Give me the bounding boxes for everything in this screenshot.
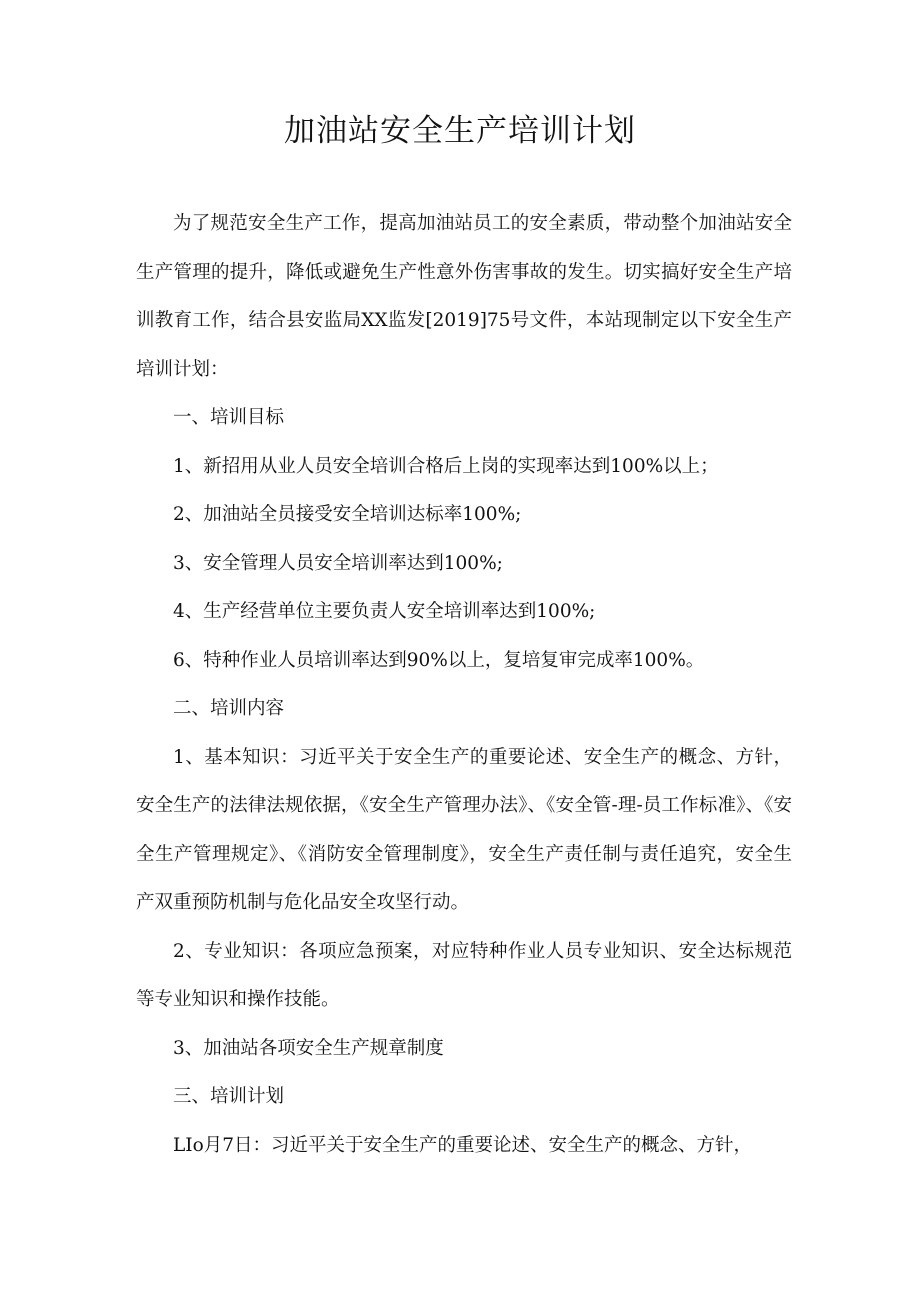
content-item-basic-knowledge: 1、基本知识：习近平关于安全生产的重要论述、安全生产的概念、方针，安全生产的法律法规依据，《安全生产管理办法》、《安全管-理-员工作标准》、《安全生产管理规定》、《消防安全管理制度》，安全生产责任制与责任追究，安全生产双重预防机制与危化品安全攻坚行动。 [136,746,792,913]
document-body [136,200,792,1170]
goal-item-4: 4、生产经营单位主要负责人安全培训率达到100%; [173,601,596,622]
goal-item-3: 3、安全管理人员安全培训率达到100%; [173,552,503,574]
goal-item-1: 1、新招用从业人员安全培训合格后上岗的实现率达到100%以上； [173,455,719,477]
intro-paragraph: 为了规范安全生产工作，提高加油站员工的安全素质，带动整个加油站安全生产管理的提升，降低或避免生产性意外伤害事故的发生。切实搞好安全生产培训教育工作，结合县安监局XX监发[2019]75号文件，本站现制定以下安全生产培训计划： [136,213,792,380]
section-heading-training-content: 二、培训内容 [173,698,285,719]
goal-item-2: 2、加油站全员接受安全培训达标率100%; [173,504,522,525]
document-title: 加油站安全生产培训计划 [284,113,636,149]
section-heading-training-goals: 一、培训目标 [173,407,285,428]
plan-item-1: LIo月7日：习近平关于安全生产的重要论述、安全生产的概念、方针， [173,1134,753,1156]
content-item-regulations: 3、加油站各项安全生产规章制度 [173,1037,444,1059]
content-item-professional-knowledge: 2、专业知识：各项应急预案，对应特种作业人员专业知识、安全达标规范等专业知识和操作技能。 [136,940,792,1010]
section-heading-training-plan: 三、培训计划 [173,1086,285,1107]
goal-item-6: 6、特种作业人员培训率达到90%以上，复培复审完成率100%。 [173,649,705,671]
